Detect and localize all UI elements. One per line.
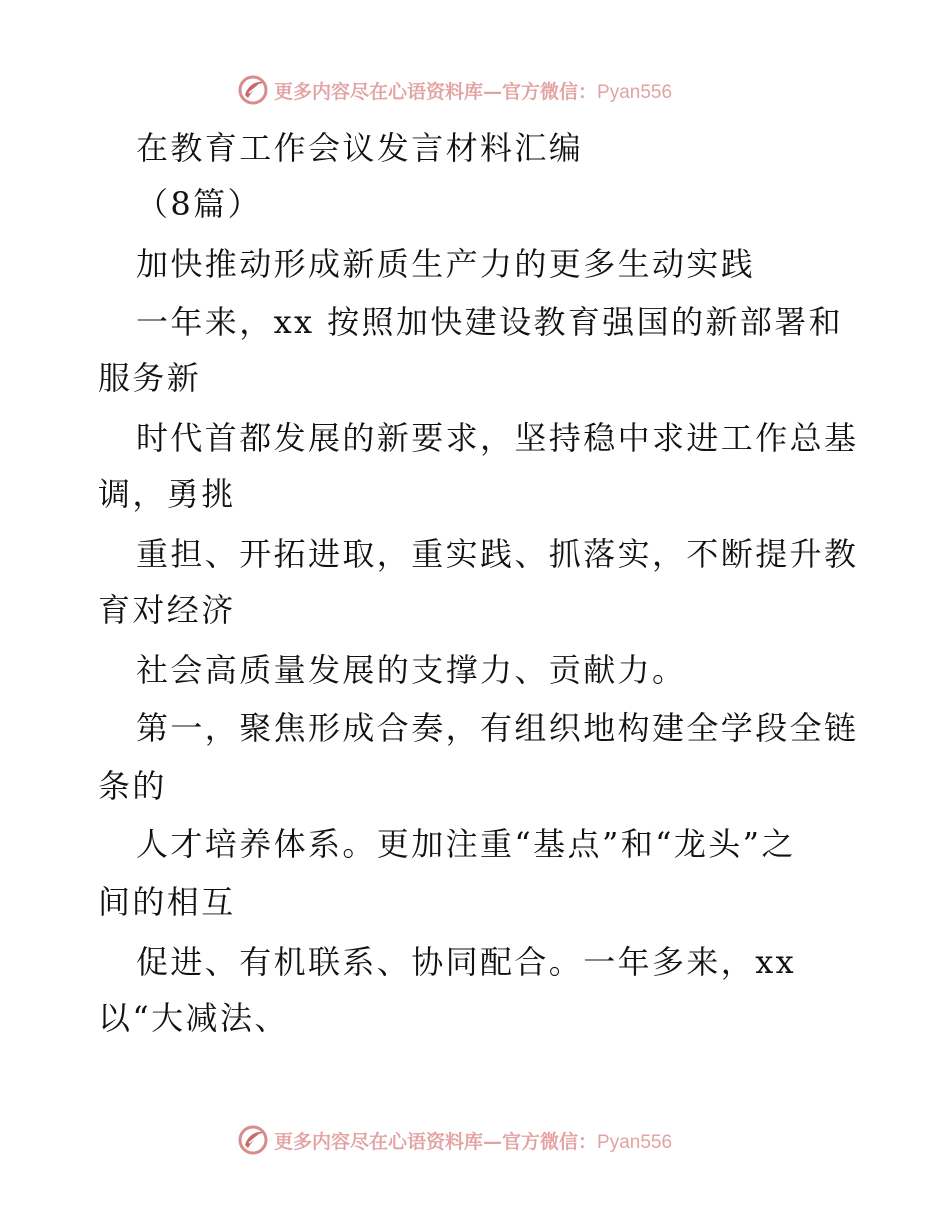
paragraph-line: 以“大减法、: [98, 999, 289, 1037]
section-heading: 加快推动形成新质生产力的更多生动实践: [136, 245, 756, 283]
footer-watermark: [236, 1122, 756, 1158]
paragraph-line: 间的相互: [98, 883, 236, 921]
paragraph-line: 重担、开拓进取，重实践、抓落实，不断提升教: [136, 535, 859, 573]
paragraph-line: 第一，聚焦形成合奏，有组织地构建全学段全链: [136, 709, 859, 747]
paragraph-line: 服务新: [98, 359, 202, 397]
paragraph-line: 育对经济: [98, 591, 236, 629]
watermark-brand-text: Pyan556: [597, 81, 673, 103]
document-subtitle: （8篇）: [136, 185, 262, 223]
rose-pen-logo-icon: [236, 73, 270, 107]
rose-pen-logo-icon: [236, 1123, 270, 1157]
watermark-main-text: 更多内容尽在心语资料库—官方微信：: [274, 80, 598, 103]
paragraph-line: 人才培养体系。更加注重“基点”和“龙头”之: [136, 825, 796, 863]
header-watermark: [236, 72, 756, 108]
paragraph-line: 时代首都发展的新要求，坚持稳中求进工作总基: [136, 419, 859, 457]
watermark-brand-text: Pyan556: [597, 1131, 673, 1153]
paragraph-line: 调，勇挑: [98, 475, 236, 513]
watermark-text: [274, 77, 672, 104]
paragraph-line: 条的: [98, 767, 167, 805]
paragraph-line: 一年来，xx 按照加快建设教育强国的新部署和: [136, 303, 844, 341]
watermark-text: [274, 1127, 672, 1154]
paragraph-line: 促进、有机联系、协同配合。一年多来，xx: [136, 943, 797, 981]
watermark-main-text: 更多内容尽在心语资料库—官方微信：: [274, 1130, 598, 1153]
paragraph-line: 社会高质量发展的支撑力、贡献力。: [136, 651, 687, 689]
document-title: 在教育工作会议发言材料汇编: [136, 129, 584, 167]
